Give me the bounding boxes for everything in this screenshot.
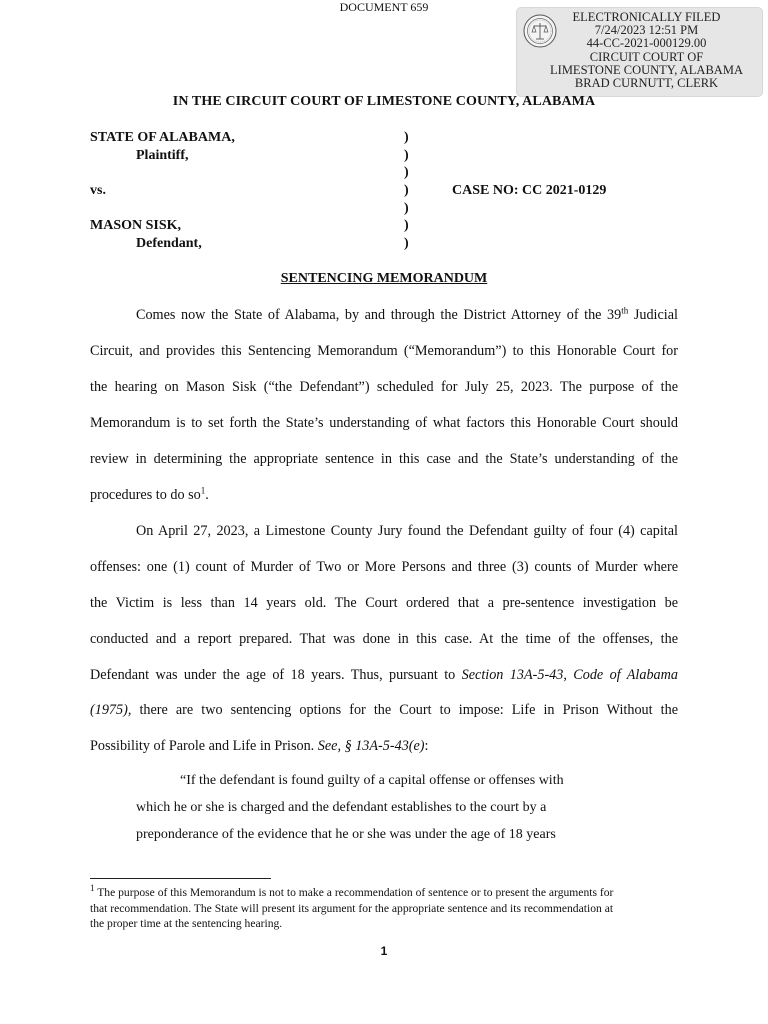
stamp-line: CIRCUIT COURT OF — [589, 49, 704, 64]
versus-label: vs. — [90, 183, 106, 198]
footnote-line: that recommendation. The State will present its argument for the appropriate sentence and its recommendation at — [90, 902, 614, 915]
caption-paren: ) — [404, 183, 409, 198]
caption-paren: ) — [404, 148, 409, 163]
footnote-ref: 1 — [200, 485, 206, 496]
body-line: procedures to do $so^1$. — [90, 485, 209, 503]
stamp-text — [531, 11, 762, 90]
body-line: the Victim is less than 14 years old. The Court ordered that a pre-sentence investigation be — [90, 595, 678, 611]
quote-line: preponderance of the evidence that he or she was under the age of 18 years — [136, 827, 556, 842]
footnote-marker: 1 — [90, 883, 95, 894]
stamp-line: BRAD CURNUTT, CLERK — [574, 76, 719, 91]
document-number: DOCUMENT 659 — [339, 0, 429, 14]
footnote-line: the proper time at the sentencing hearing. — [90, 917, 283, 930]
body-line: Defendant was under the age of 18 years. Thus, pursuant to Section 13A-5-43, Code of Alabama — [90, 667, 678, 683]
plaintiff-role: Plaintiff, — [136, 148, 189, 163]
quote-line: which he or she is charged and the defendant establishes to the court by a — [136, 800, 547, 815]
caption-paren: ) — [404, 165, 409, 180]
footnote-divider — [90, 878, 271, 879]
case-number: CASE NO: CC 2021-0129 — [452, 183, 607, 198]
body-line: review in determining the appropriate sentence in this case and the State’s understanding of the — [90, 451, 678, 467]
defendant-role: Defendant, — [136, 236, 202, 251]
memo-title: SENTENCING MEMORANDUM — [280, 271, 488, 286]
page-number: 1 — [380, 944, 388, 958]
stamp-line: LIMESTONE COUNTY, ALABAMA — [550, 62, 743, 77]
quote-line: “If the defendant is found guilty of a capital offense or offenses with — [180, 773, 564, 788]
body-line: On April 27, 2023, a Limestone County Jury found the Defendant guilty of four (4) capital — [136, 523, 678, 539]
body-line: Comes now the State of Alabama, by and through the District Attorney of the 39th Judicial — [136, 305, 678, 323]
caption-paren: ) — [404, 201, 409, 216]
body-line: the hearing on Mason Sisk (“the Defendant”) scheduled for July 25, 2023. The purpose of the — [90, 379, 678, 395]
court-title: IN THE CIRCUIT COURT OF LIMESTONE COUNTY, ALABAMA — [172, 94, 596, 109]
body-line: Possibility of Parole and Life in Prison. See, § 13A-5-43(e): — [90, 738, 429, 754]
body-line: conducted and a report prepared. That was done in this case. At the time of the offenses, the — [90, 631, 678, 647]
stamp-line: ELECTRONICALLY FILED — [572, 10, 721, 24]
body-line: offenses: one (1) count of Murder of Two or More Persons and three (3) counts of Murder where — [90, 559, 678, 575]
stamp-line: 44-CC-2021-000129.00 — [586, 36, 707, 51]
footnote-line: $^1$ The purpose of this Memorandum is not to make a recommendation of sentence or to present the arguments for — [90, 883, 614, 899]
caption-paren: ) — [404, 236, 409, 251]
efiling-stamp — [517, 8, 762, 96]
stamp-line: 7/24/2023 12:51 PM — [594, 23, 699, 38]
plaintiff-name: STATE OF ALABAMA, — [90, 130, 235, 145]
body-line: Circuit, and provides this Sentencing Memorandum (“Memorandum”) to this Honorable Court for — [90, 343, 678, 359]
caption-paren: ) — [404, 218, 409, 233]
defendant-name: MASON SISK, — [90, 218, 182, 233]
caption-paren: ) — [404, 130, 409, 145]
body-line: (1975), there are two sentencing options for the Court to impose: Life in Prison Without the — [90, 702, 678, 718]
body-line: Memorandum is to set forth the State’s understanding of what factors this Honorable Court should — [90, 415, 678, 431]
